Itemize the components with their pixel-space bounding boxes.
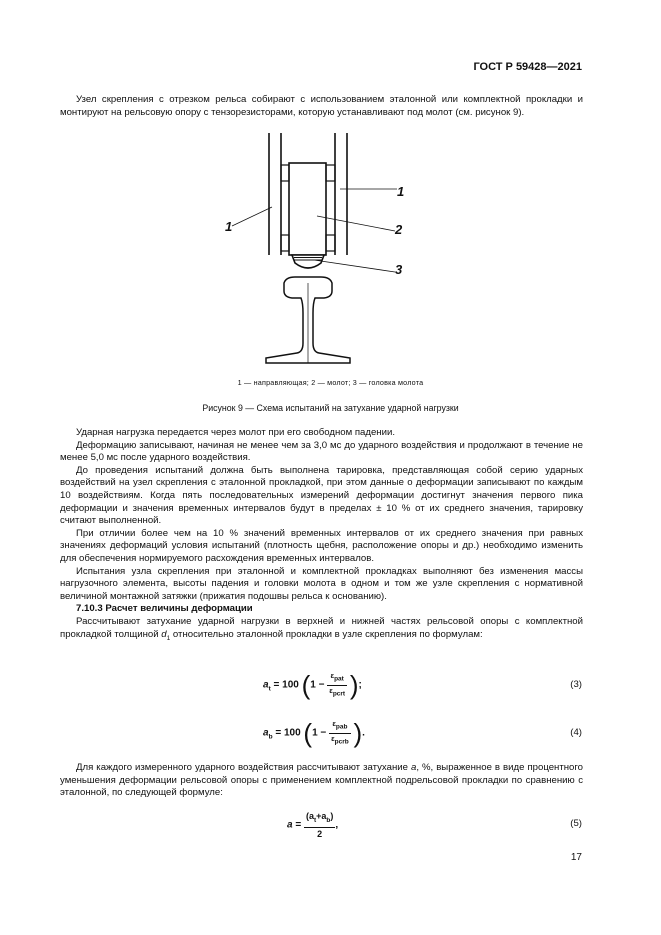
- body-paragraph-5: Испытания узла скрепления при эталонной и комплектной прокладках выполняют без изменения массы нагрузочного элемента, высоты падения и головки молота в одном и том же узле скрепления с нормативной величиной монтажной затяжки (прижатия подошвы рельса к основанию).: [60, 565, 583, 602]
- roller-top-right: [326, 165, 335, 181]
- leader-3: [314, 260, 395, 272]
- formula-5-fraction: $\frac{(a_t+a_b)}{2}$: [305, 811, 334, 839]
- figure-label-1-left: 1: [225, 219, 233, 234]
- intro-text: [60, 94, 583, 119]
- figure-label-1-right: 1: [397, 184, 405, 199]
- body-paragraph-2: Деформацию записывают, начиная не менее чем за 3,0 мс до ударного воздействия и продолжают в течение не менее 5,0 мс после ударного воздействия.: [60, 439, 583, 464]
- formula-3: $a_t = 100$ (1 − $\frac{\varepsilon_{pat}}{\varepsilon_{pcrt}}$ );: [263, 670, 362, 700]
- section-number: 7.10.3: [76, 603, 103, 615]
- body-paragraph-4: При отличии более чем на 10 % значений временных интервалов от их среднего значения при равных значениях деформаций условия испытаний (плотность щебня, расположение опоры и др.) необходимо изменить для обеспечения нормируемого расхождения временных интервалов.: [60, 527, 583, 564]
- formula-5: a = $\frac{(a_t+a_b)}{2}$ ,: [287, 811, 339, 839]
- leader-2: [317, 216, 395, 231]
- roller-bottom-left: [281, 235, 289, 251]
- hammer-body: [289, 163, 326, 255]
- attenuation-symbol: a: [410, 762, 417, 773]
- figure-label-3: 3: [395, 262, 403, 277]
- formula-4: $a_b = 100$ (1 − $\frac{\varepsilon_{pab}}{\varepsilon_{pcrb}}$ ).: [263, 718, 365, 748]
- roller-top-left: [281, 165, 289, 181]
- figure-caption: Рисунок 9 — Схема испытаний на затухание ударной нагрузки: [202, 403, 459, 413]
- figure-9-drawing: [200, 133, 440, 373]
- section-heading: [60, 603, 583, 616]
- body-paragraph-3: До проведения испытаний должна быть выполнена тарировка, представляющая собой серию ударных воздействий на узел скрепления с эталонной прокладкой, при этом данные о деформации записывают по каждым 10 воздействиям. Когда пять последовательных измерений деформации достигнут значения первого пика деформации и значения временных интервалов будут в пределах ± 10 % от их среднего значения, тарировку считают выполненной.: [60, 464, 583, 527]
- thickness-symbol: d: [161, 628, 167, 640]
- intro-paragraph: Узел скрепления с отрезком рельса собирают с использованием эталонной или комплектной прокладки и монтируют на рельсовую опору с тензорезисторами, которую устанавливают под молот (см. рисунок 9).: [60, 94, 583, 118]
- figure-label-2: 2: [395, 222, 403, 237]
- body-text-2: [60, 762, 583, 800]
- section-title: Расчет величины деформации: [105, 603, 253, 615]
- roller-bottom-right: [326, 235, 335, 251]
- hammer-head: [292, 255, 324, 268]
- leader-1-left: [232, 207, 272, 226]
- page-number: 17: [570, 852, 582, 863]
- body-paragraph-1: Ударная нагрузка передается через молот при его свободном падении.: [76, 427, 395, 438]
- body-paragraph-7: Для каждого измеренного ударного воздействия рассчитывают затухание a, %, выраженное в виде процентного уменьшения деформации рельсовой опоры с применением комплектной подрельсовой прокладки по сравнению с эталонной, по следующей формуле:: [60, 762, 583, 799]
- formula-4-number: (4): [570, 727, 582, 738]
- formula-3-number: (3): [570, 679, 582, 690]
- body-paragraph-6: Рассчитывают затухание ударной нагрузки в верхней и нижней частях рельсовой опоры с комплектной прокладкой толщиной $d_1$ относительно эталонной прокладки в узле скрепления по формулам:: [60, 615, 583, 642]
- figure-legend: 1 — направляющая; 2 — молот; 3 — головка молота: [237, 378, 424, 387]
- formula-5-number: (5): [570, 818, 582, 829]
- standard-number: ГОСТ Р 59428—2021: [473, 61, 582, 73]
- body-text: [60, 427, 583, 645]
- formula-4-fraction: $\frac{\varepsilon_{pab}}{\varepsilon_{pcrb}}$: [331, 719, 349, 745]
- formula-3-fraction: $\frac{\varepsilon_{pat}}{\varepsilon_{pcrt}}$: [329, 671, 346, 697]
